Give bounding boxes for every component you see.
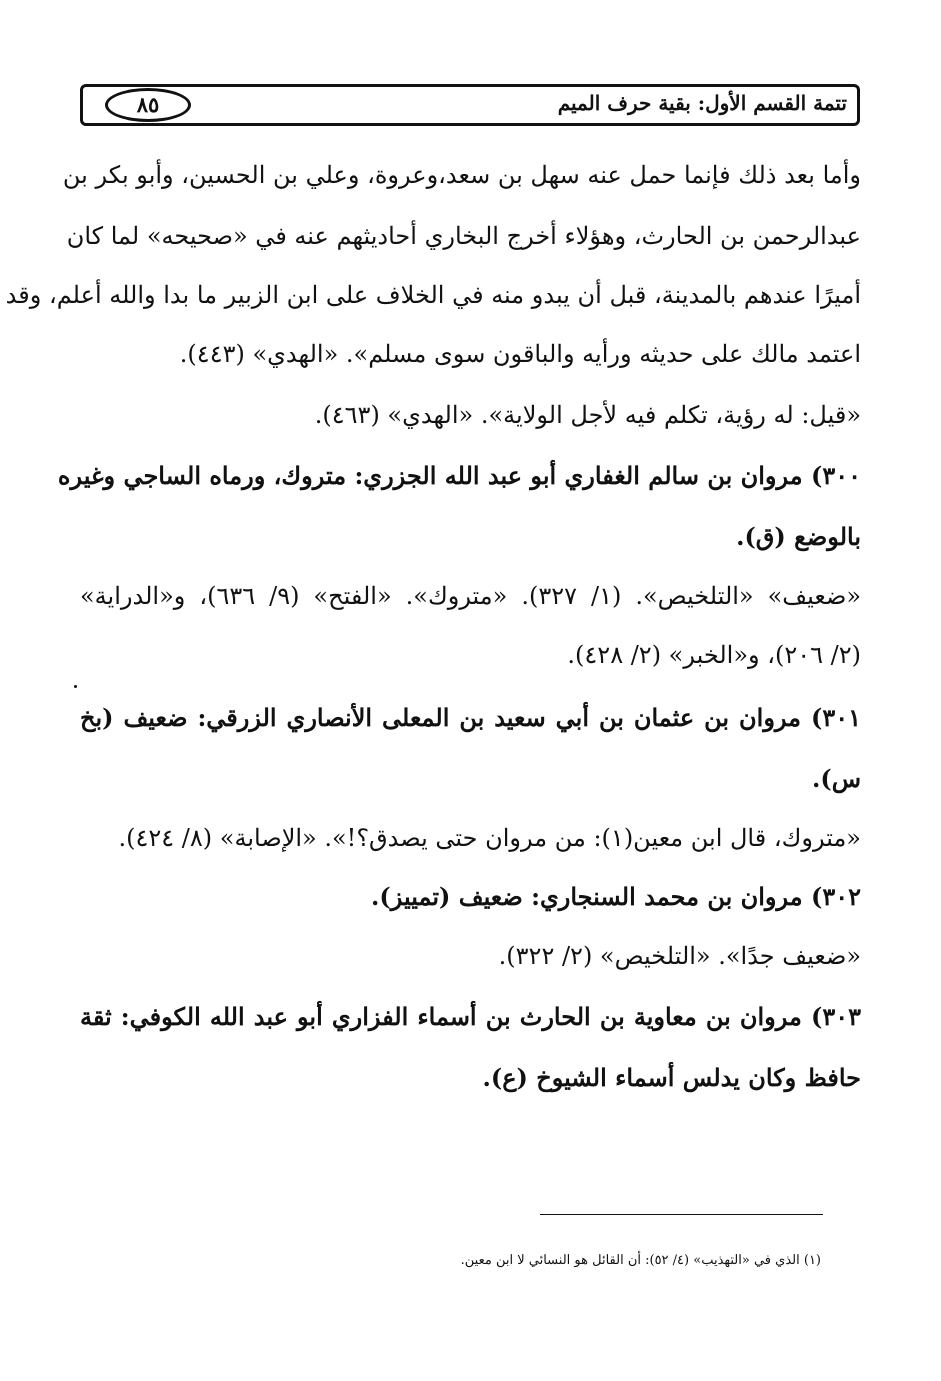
- footnote-separator: [540, 1214, 823, 1215]
- citation-line: «ضعيف جدًا». «التلخيص» (٢/ ٣٢٢).: [498, 942, 861, 970]
- citation-line: «قيل: له رؤية، تكلم فيه لأجل الولاية». «الهدي» (٤٦٣).: [314, 401, 861, 429]
- paragraph-line: اعتمد مالك على حديثه ورأيه والباقون سوى مسلم». «الهدي» (٤٤٣).: [179, 340, 861, 368]
- entry-300-line: بالوضع (ق).: [736, 522, 861, 551]
- footnote: (١) الذي في «التهذيب» (٤/ ٥٢): أن القائل هو النسائي لا ابن معين.: [460, 1253, 821, 1268]
- entry-303-line: ٣٠٣) مروان بن معاوية بن الحارث بن أسماء الفزاري أبو عبد الله الكوفي: ثقة: [80, 1002, 861, 1031]
- running-header: [80, 84, 860, 126]
- entry-302-line: ٣٠٢) مروان بن محمد السنجاري: ضعيف (تمييز).: [371, 882, 861, 911]
- stray-dot: [74, 685, 77, 688]
- page-number: ٨٥: [105, 88, 191, 122]
- entry-303-line: حافظ وكان يدلس أسماء الشيوخ (ع).: [482, 1063, 861, 1092]
- paragraph-line: أميرًا عندهم بالمدينة، قبل أن يبدو منه في الخلاف على ابن الزبير ما بدا والله أعلم، وقد: [5, 281, 861, 309]
- header-title: تتمة القسم الأول: بقية حرف الميم: [557, 91, 847, 115]
- citation-line: «متروك، قال ابن معين(١): من مروان حتى يصدق؟!». «الإصابة» (٨/ ٤٢٤).: [118, 824, 861, 852]
- paragraph-line: وأما بعد ذلك فإنما حمل عنه سهل بن سعد،وعروة، وعلي بن الحسين، وأبو بكر بن: [62, 161, 861, 189]
- entry-300-line: ٣٠٠) مروان بن سالم الغفاري أبو عبد الله الجزري: متروك، ورماه الساجي وغيره: [57, 461, 861, 490]
- citation-line: «ضعيف» «التلخيص». (١/ ٣٢٧). «متروك». «الفتح» (٩/ ٦٣٦)، و«الدراية»: [80, 582, 862, 610]
- paragraph-line: عبدالرحمن بن الحارث، وهؤلاء أخرج البخاري أحاديثهم عنه في «صحيحه» لما كان: [66, 222, 861, 250]
- entry-301-line: س).: [811, 764, 861, 793]
- entry-301-line: ٣٠١) مروان بن عثمان بن أبي سعيد بن المعلى الأنصاري الزرقي: ضعيف (بخ: [80, 703, 861, 732]
- citation-line: (٢/ ٢٠٦)، و«الخبر» (٢/ ٤٢٨).: [567, 641, 861, 669]
